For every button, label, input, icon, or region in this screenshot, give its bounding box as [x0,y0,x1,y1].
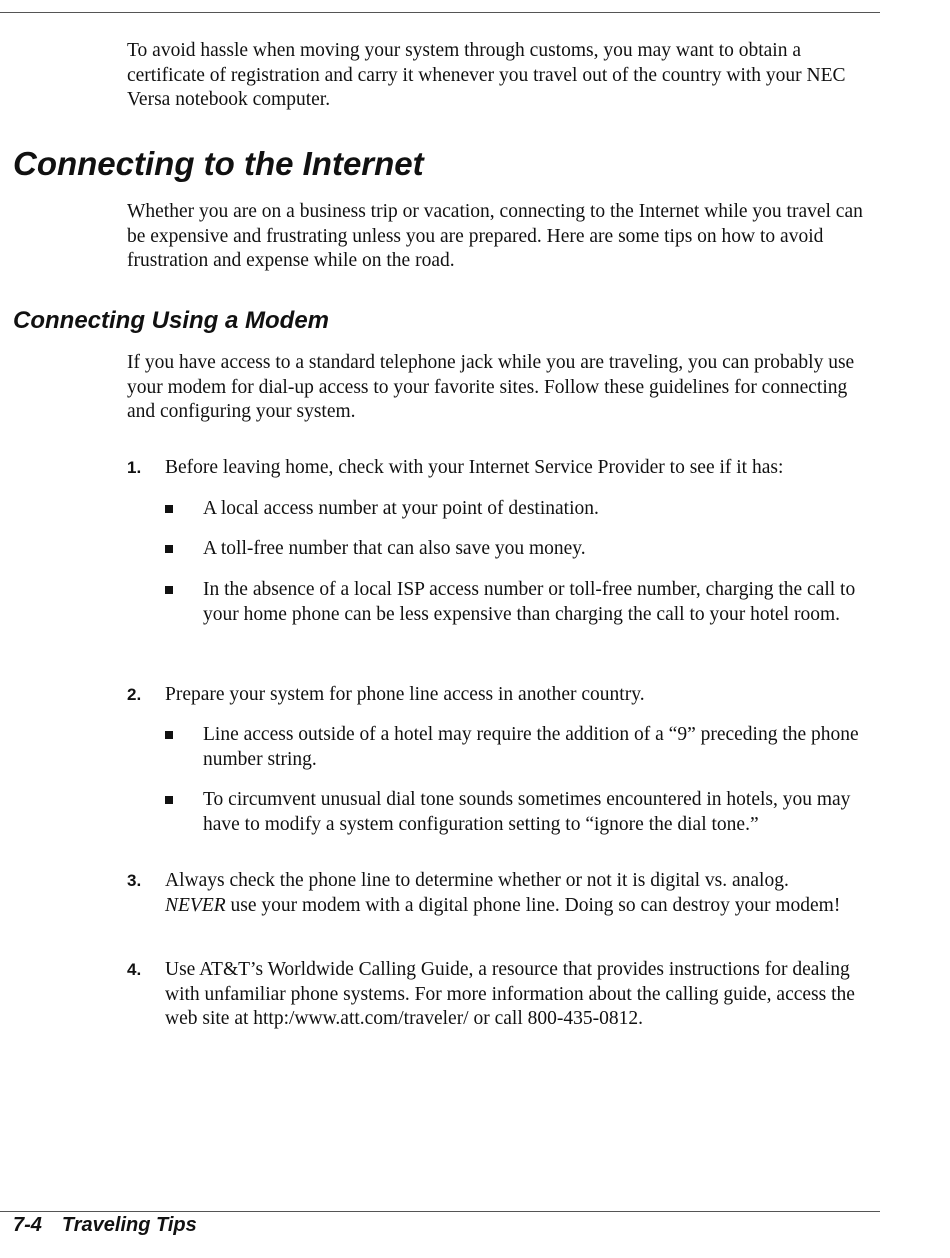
step-text-before: Always check the phone line to determine whether or not it is digital vs. analog. [165,870,789,891]
step-text: Use AT&T’s Worldwide Calling Guide, a resource that provides instructions for dealing with unfamiliar phone systems. For more information about the calling guide, access the web site at http:/www.att.com/traveler/ or call 800-435-0812. [165,959,855,1029]
chapter-title: Traveling Tips [61,1214,197,1236]
subsection-paragraph: If you have access to a standard telephone jack while you are traveling, you can probably use your modem for dial-up access to your favorite sites. Follow these guidelines for connecting and configuring your system. [127,352,855,422]
step-text-after: use your modem with a digital phone line. Doing so can destroy your modem! [230,894,841,916]
step-text: Prepare your system for phone line access in another country. [165,684,645,705]
intro-paragraph: To avoid hassle when moving your system through customs, you may want to obtain a certificate of registration and carry it whenever you travel out of the country with your NEC Versa notebook computer. [127,40,846,110]
header-rule [0,12,880,13]
step-number: 4. [127,960,142,979]
step-text [165,869,877,918]
page-footer [13,1212,197,1238]
square-bullet-icon [165,505,173,513]
page-number: 7-4 [13,1214,42,1236]
bullet-text: A local access number at your point of destination. [203,498,599,519]
bullet-text: In the absence of a local ISP access number or toll-free number, charging the call to your home phone can be less expensive than charging the call to your hotel room. [203,579,856,625]
square-bullet-icon [165,731,173,739]
bullet-text: A toll-free number that can also save you money. [203,538,586,559]
bullet-text: Line access outside of a hotel may require the addition of a “9” preceding the phone number string. [203,724,859,770]
step-number: 1. [127,458,142,477]
square-bullet-icon [165,545,173,553]
emphasis-never: NEVER [165,894,226,916]
subsection-heading: Connecting Using a Modem [13,307,330,334]
step-text: Before leaving home, check with your Internet Service Provider to see if it has: [165,457,784,478]
square-bullet-icon [165,796,173,804]
section-heading: Connecting to the Internet [13,145,424,182]
bullet-text: To circumvent unusual dial tone sounds sometimes encountered in hotels, you may have to modify a system configuration setting to “ignore the dial tone.” [203,789,851,835]
step-number: 3. [127,871,142,890]
section-paragraph: Whether you are on a business trip or vacation, connecting to the Internet while you travel can be expensive and frustrating unless you are prepared. Here are some tips on how to avoid frustration and expense while on the road. [127,201,863,271]
step-number: 2. [127,685,142,704]
square-bullet-icon [165,586,173,594]
